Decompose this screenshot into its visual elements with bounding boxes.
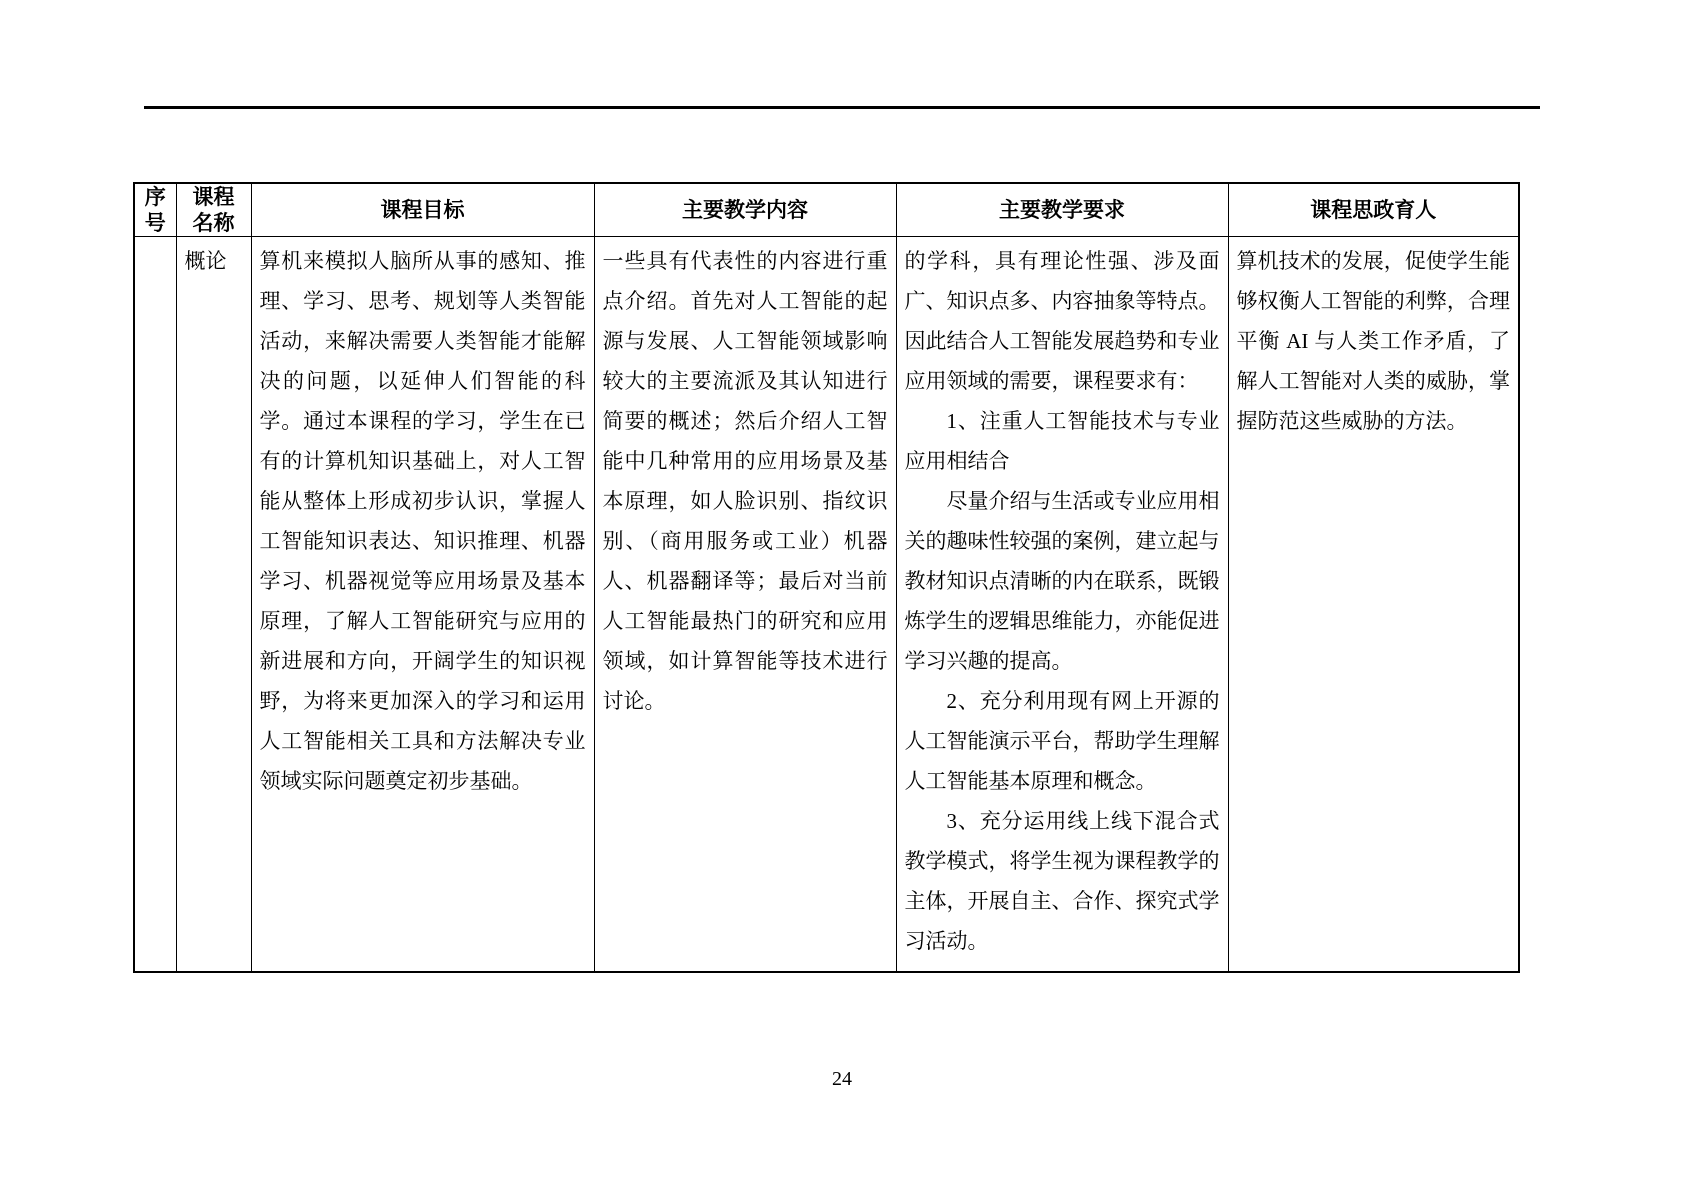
header-rule — [144, 106, 1540, 109]
ideology-cell — [1228, 237, 1519, 972]
content-text: 一些具有代表性的内容进行重点介绍。首先对人工智能的起源与发展、人工智能领域影响较大的主要流派及其认知进行简要的概述；然后介绍人工智能中几种常用的应用场景及基本原理，如人脸识别、指纹识别、（商用服务或工业）机器人、机器翻译等；最后对当前人工智能最热门的研究和应用领域，如计算智能等技术进行讨论。 — [602, 249, 888, 713]
requirement-paragraph: 尽量介绍与生活或专业应用相关的趣味性较强的案例，建立起与教材知识点清晰的内在联系，既锻炼学生的逻辑思维能力，亦能促进学习兴趣的提高。 — [904, 489, 1220, 673]
table-header-ideology: 课程思政育人 — [1228, 183, 1519, 237]
requirement-paragraph: 3、充分运用线上线下混合式教学模式，将学生视为课程教学的主体，开展自主、合作、探究式学习活动。 — [904, 809, 1220, 953]
course-table — [133, 182, 1520, 973]
objectives-cell — [251, 237, 594, 972]
requirement-paragraph: 的学科，具有理论性强、涉及面广、知识点多、内容抽象等特点。因此结合人工智能发展趋势和专业应用领域的需要，课程要求有： — [904, 249, 1220, 393]
table-header-serial: 序号 — [134, 183, 176, 237]
requirement-paragraph: 1、注重人工智能技术与专业应用相结合 — [904, 409, 1220, 473]
serial-cell — [134, 237, 176, 972]
table-header-objectives: 课程目标 — [251, 183, 594, 237]
table-header-content: 主要教学内容 — [594, 183, 896, 237]
objectives-text: 算机来模拟人脑所从事的感知、推理、学习、思考、规划等人类智能活动，来解决需要人类智能才能解决的问题，以延伸人们智能的科学。通过本课程的学习，学生在已有的计算机知识基础上，对人工智能从整体上形成初步认识，掌握人工智能知识表达、知识推理、机器学习、机器视觉等应用场景及基本原理，了解人工智能研究与应用的新进展和方向，开阔学生的知识视野，为将来更加深入的学习和运用人工智能相关工具和方法解决专业领域实际问题奠定初步基础。 — [259, 249, 586, 793]
ideology-text: 算机技术的发展，促使学生能够权衡人工智能的利弊，合理平衡 AI 与人类工作矛盾，了解人工智能对人类的威胁，掌握防范这些威胁的方法。 — [1236, 249, 1510, 433]
table-header-row — [134, 183, 1519, 237]
page-number: 24 — [832, 1068, 852, 1090]
table-header-requirements: 主要教学要求 — [896, 183, 1228, 237]
course-name-cell: 概论 — [176, 237, 251, 972]
requirements-cell — [896, 237, 1228, 972]
requirement-paragraph: 2、充分利用现有网上开源的人工智能演示平台，帮助学生理解人工智能基本原理和概念。 — [904, 689, 1220, 793]
content-cell — [594, 237, 896, 972]
table-row — [134, 237, 1519, 972]
table-header-course-name: 课程名称 — [176, 183, 251, 237]
